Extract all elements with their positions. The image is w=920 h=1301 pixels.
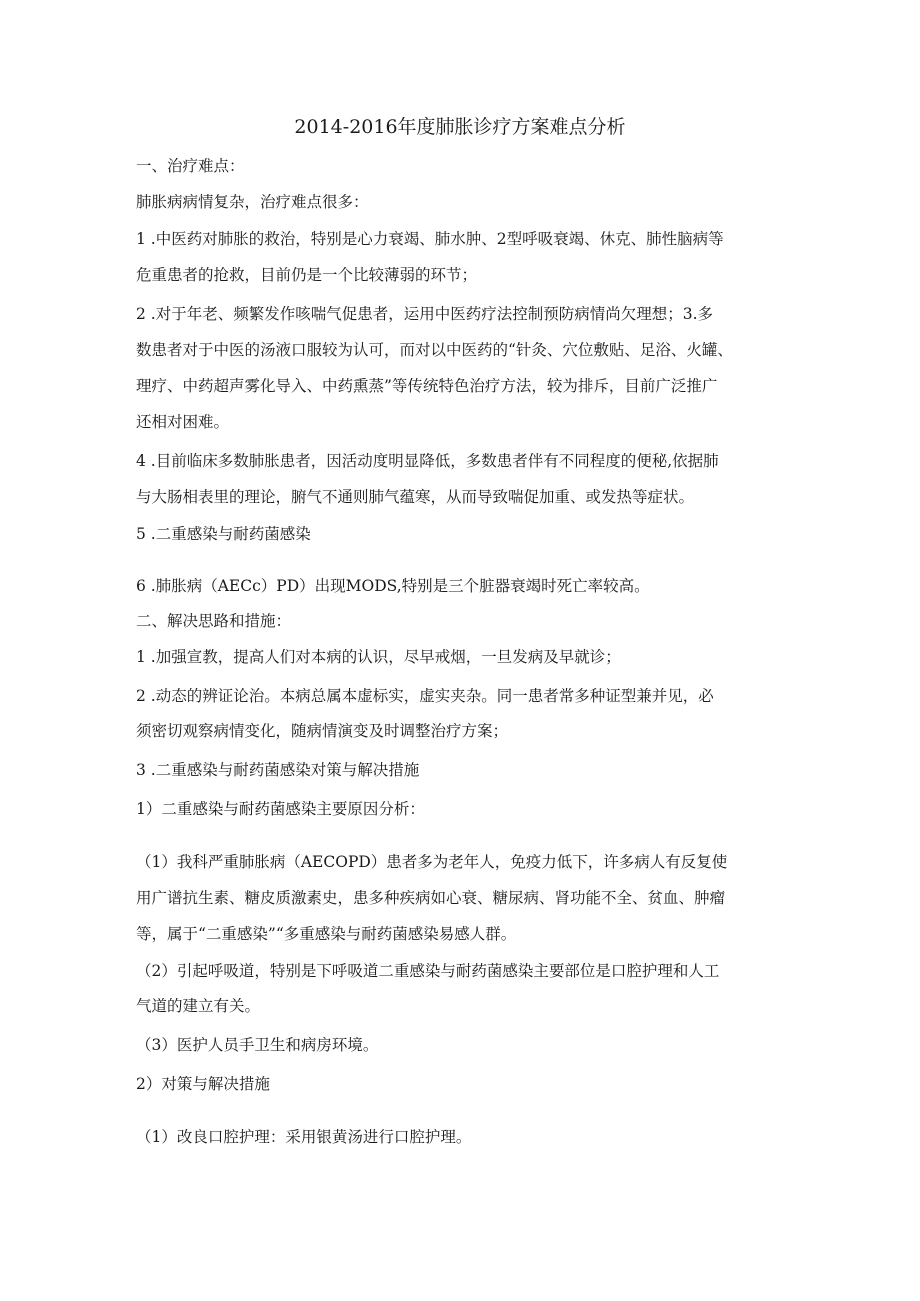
paragraph-line: 理疗、中药超声雾化导入、中药熏蒸”等传统特色治疗方法，较为排斥，目前广泛推广 [136, 377, 718, 395]
paragraph-line: 危重患者的抢救，目前仍是一个比较薄弱的环节； [136, 266, 478, 284]
paragraph-line: 须密切观察病情变化，随病情演变及时调整治疗方案； [136, 722, 509, 740]
paragraph-line: 2 .对于年老、频繁发作咳喘气促患者，运用中医药疗法控制预防病情尚欠理想；3.多 [136, 305, 714, 323]
paragraph-line: 等，属于“二重感染”“多重感染与耐药菌感染易感人群。 [136, 925, 517, 943]
paragraph-line: 气道的建立有关。 [136, 997, 261, 1015]
paragraph-line: （2）引起呼吸道，特别是下呼吸道二重感染与耐药菌感染主要部位是口腔护理和人工 [136, 962, 720, 980]
paragraph-line: 2）对策与解决措施 [136, 1075, 270, 1093]
paragraph-line: （1）我科严重肺胀病（AECOPD）患者多为老年人，免疫力低下，许多病人有反复使 [136, 853, 728, 871]
document-title: 2014-2016年度肺胀诊疗方案难点分析 [294, 116, 626, 138]
paragraph-line: 数患者对于中医的汤液口服较为认可，而对以中医药的“针灸、穴位敷贴、足浴、火罐、 [136, 341, 733, 359]
paragraph-line: 3 .二重感染与耐药菌感染对策与解决措施 [136, 761, 420, 779]
paragraph-line: 1 .加强宣教，提高人们对本病的认识，尽早戒烟，一旦发病及早就诊； [136, 648, 621, 666]
section-heading-solutions: 二、解决思路和措施： [136, 612, 292, 630]
paragraph-line: 5 .二重感染与耐药菌感染 [136, 525, 311, 543]
paragraph-line: 还相对困难。 [136, 413, 230, 431]
section-heading-difficulties: 一、治疗难点： [136, 157, 245, 175]
paragraph-line: 1 .中医药对肺胀的救治，特别是心力衰竭、肺水肿、2型呼吸衰竭、休克、肺性脑病等 [136, 230, 724, 248]
paragraph-line: 4 .目前临床多数肺胀患者，因活动度明显降低，多数患者伴有不同程度的便秘,依据肺 [136, 452, 719, 470]
paragraph-line: 1）二重感染与耐药菌感染主要原因分析： [136, 800, 425, 818]
paragraph-line: （3）医护人员手卫生和病房环境。 [136, 1036, 379, 1054]
paragraph-line: 与大肠相表里的理论，腑气不通则肺气蕴寒，从而导致喘促加重、或发热等症状。 [136, 488, 695, 506]
paragraph-line: （1）改良口腔护理：采用银黄汤进行口腔护理。 [136, 1128, 472, 1146]
paragraph-line: 用广谱抗生素、糖皮质激素史，患多种疾病如心衰、糖尿病、肾功能不全、贫血、肿瘤 [136, 889, 726, 907]
paragraph-line: 6 .肺胀病（AECc）PD）出现MODS,特别是三个脏器衰竭时死亡率较高。 [136, 577, 650, 595]
paragraph-line: 肺胀病病情复杂，治疗难点很多： [136, 193, 369, 211]
paragraph-line: 2 .动态的辨证论治。本病总属本虚标实，虚实夹杂。同一患者常多种证型兼并见，必 [136, 687, 714, 705]
